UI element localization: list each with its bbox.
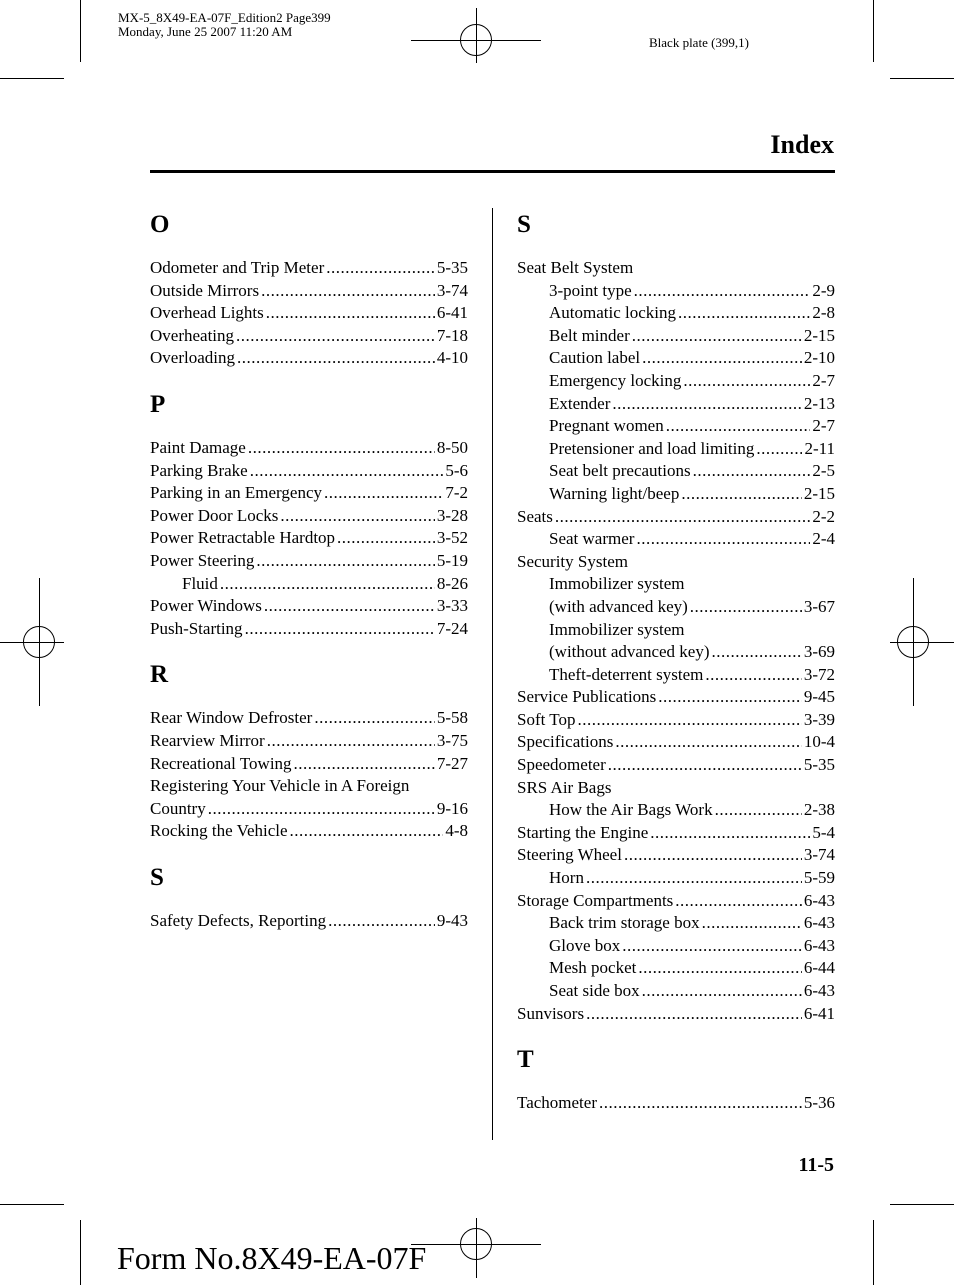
index-entry xyxy=(517,890,835,913)
index-entry xyxy=(150,280,468,303)
entry-page: 6-44 xyxy=(803,958,835,978)
entry-page: 3-39 xyxy=(803,709,835,729)
entry-page: 3-75 xyxy=(436,730,468,750)
entry-page: 10-4 xyxy=(803,732,835,752)
date-info-line: Monday, June 25 2007 11:20 AM xyxy=(118,24,293,39)
entry-label: Service Publications xyxy=(517,687,657,707)
entry-page: 3-33 xyxy=(436,596,468,616)
index-column-left xyxy=(150,212,468,932)
entry-label: Security System xyxy=(517,551,628,571)
entry-label: Emergency locking xyxy=(549,370,682,390)
index-entry xyxy=(150,302,468,325)
dot-leader xyxy=(608,754,802,777)
dot-leader xyxy=(237,347,435,370)
dot-leader xyxy=(681,483,801,506)
index-entry xyxy=(517,460,835,483)
dot-leader xyxy=(220,573,435,596)
dot-leader xyxy=(615,731,802,754)
entry-page: 3-69 xyxy=(803,642,835,662)
dot-leader xyxy=(250,460,444,483)
entry-page: 8-50 xyxy=(436,437,468,457)
entry-label: Seat belt precautions xyxy=(549,461,691,481)
file-info-line: MX-5_8X49-EA-07F_Edition2 Page399 xyxy=(118,10,331,25)
index-entry xyxy=(150,550,468,573)
entry-page: 7-24 xyxy=(436,618,468,638)
entry-page: 6-41 xyxy=(436,303,468,323)
index-entry xyxy=(517,1003,835,1026)
entry-page: 5-4 xyxy=(812,822,835,842)
entry-label: Power Retractable Hardtop xyxy=(150,528,336,548)
dot-leader xyxy=(632,325,802,348)
entry-label: SRS Air Bags xyxy=(517,777,612,797)
entry-page: 2-11 xyxy=(804,438,835,458)
entry-label: Country xyxy=(150,798,206,818)
dot-leader xyxy=(634,280,811,303)
entry-page: 2-15 xyxy=(803,483,835,503)
entry-label: Rear Window Defroster xyxy=(150,708,313,728)
title-rule xyxy=(150,170,835,173)
entry-page: 3-74 xyxy=(436,280,468,300)
entry-label: Glove box xyxy=(549,935,621,955)
section-gap xyxy=(150,640,468,662)
dot-leader xyxy=(236,325,435,348)
entry-label: Overloading xyxy=(150,348,235,368)
entry-label: Immobilizer system xyxy=(549,574,685,594)
entry-page: 4-10 xyxy=(436,348,468,368)
index-entry xyxy=(150,437,468,460)
dot-leader xyxy=(290,820,444,843)
index-entry xyxy=(517,438,835,461)
dot-leader xyxy=(693,460,811,483)
dot-leader xyxy=(248,437,435,460)
dot-leader xyxy=(577,709,801,732)
dot-leader xyxy=(586,867,802,890)
entry-label: Registering Your Vehicle in A Foreign xyxy=(150,776,410,796)
entry-page: 3-52 xyxy=(436,528,468,548)
dot-leader xyxy=(705,664,801,687)
entry-label: How the Air Bags Work xyxy=(549,800,713,820)
index-entry xyxy=(150,460,468,483)
dot-leader xyxy=(624,844,802,867)
entry-page: 7-27 xyxy=(436,753,468,773)
entry-label: Speedometer xyxy=(517,755,606,775)
entry-page: 6-43 xyxy=(803,935,835,955)
index-entry xyxy=(517,1092,835,1115)
index-entry xyxy=(517,257,835,280)
entry-label: Specifications xyxy=(517,732,614,752)
dot-leader xyxy=(658,686,802,709)
entry-page: 2-8 xyxy=(812,303,835,323)
entry-page: 2-10 xyxy=(803,348,835,368)
section-letter: S xyxy=(150,863,164,891)
dot-leader xyxy=(261,280,435,303)
entry-page: 3-28 xyxy=(436,505,468,525)
entry-label: Overhead Lights xyxy=(150,303,264,323)
dot-leader xyxy=(702,912,802,935)
index-entry xyxy=(517,347,835,370)
index-entry xyxy=(150,618,468,641)
entry-label: Theft-deterrent system xyxy=(549,664,704,684)
index-entry xyxy=(517,912,835,935)
entry-page: 2-15 xyxy=(803,325,835,345)
dot-leader xyxy=(636,528,810,551)
entry-label: Steering Wheel xyxy=(517,845,622,865)
section-letter: S xyxy=(517,211,531,238)
entry-label: Mesh pocket xyxy=(549,958,637,978)
entry-page: 5-35 xyxy=(436,258,468,277)
section-letter: R xyxy=(150,661,169,689)
index-entry xyxy=(517,980,835,1003)
dot-leader xyxy=(264,595,435,618)
dot-leader xyxy=(245,618,435,641)
entry-label: Seat Belt System xyxy=(517,258,634,277)
dot-leader xyxy=(715,799,802,822)
entry-label: (without advanced key) xyxy=(549,642,710,662)
entry-page: 5-58 xyxy=(436,708,468,728)
dot-leader xyxy=(599,1092,802,1115)
entry-page: 9-45 xyxy=(803,687,835,707)
index-entry xyxy=(150,707,468,730)
entry-label: (with advanced key) xyxy=(549,596,688,616)
index-entry xyxy=(150,798,468,821)
entry-label: Seat side box xyxy=(549,981,640,1000)
index-entry xyxy=(517,393,835,416)
entry-label: 3-point type xyxy=(549,280,632,300)
index-entry xyxy=(150,482,468,505)
section-letter: T xyxy=(517,1046,534,1074)
index-entry xyxy=(517,280,835,303)
index-entry xyxy=(517,619,835,642)
index-entry xyxy=(150,505,468,528)
dot-leader xyxy=(266,302,435,325)
dot-leader xyxy=(642,980,802,1003)
entry-label: Seat warmer xyxy=(549,529,635,549)
index-entry xyxy=(517,799,835,822)
index-entry xyxy=(517,596,835,619)
entry-label: Rocking the Vehicle xyxy=(150,821,288,841)
index-entry xyxy=(517,867,835,890)
index-entry xyxy=(517,302,835,325)
entry-label: Power Door Locks xyxy=(150,505,279,525)
entry-label: Tachometer xyxy=(517,1093,597,1113)
dot-leader xyxy=(622,935,802,958)
entry-page: 2-9 xyxy=(812,280,835,300)
index-entry xyxy=(517,777,835,800)
entry-page: 2-13 xyxy=(803,393,835,413)
index-entry xyxy=(517,935,835,958)
entry-page: 2-2 xyxy=(812,506,835,526)
index-entry xyxy=(517,528,835,551)
index-entry xyxy=(517,415,835,438)
section-letter: O xyxy=(150,211,170,238)
index-entry xyxy=(517,957,835,980)
entry-page: 8-26 xyxy=(436,573,468,593)
index-entry xyxy=(150,527,468,550)
entry-page: 5-36 xyxy=(803,1093,835,1113)
entry-page: 5-35 xyxy=(803,755,835,775)
entry-page: 3-72 xyxy=(803,664,835,684)
index-entry xyxy=(517,844,835,867)
entry-page: 6-43 xyxy=(803,913,835,933)
dot-leader xyxy=(586,1003,802,1026)
entry-label: Safety Defects, Reporting xyxy=(150,910,327,930)
entry-label: Odometer and Trip Meter xyxy=(150,258,325,277)
entry-page: 5-59 xyxy=(803,868,835,888)
entry-label: Pretensioner and load limiting xyxy=(549,438,755,458)
entry-label: Pregnant women xyxy=(549,416,664,436)
dot-leader xyxy=(650,822,810,845)
index-entry xyxy=(150,347,468,370)
entry-page: 7-18 xyxy=(436,325,468,345)
dot-leader xyxy=(280,505,434,528)
entry-page: 2-7 xyxy=(812,370,835,390)
entry-label: Parking in an Emergency xyxy=(150,483,323,503)
index-entry xyxy=(517,506,835,529)
entry-page: 5-19 xyxy=(436,550,468,570)
index-entry xyxy=(150,820,468,843)
entry-label: Recreational Towing xyxy=(150,753,292,773)
dot-leader xyxy=(612,393,801,416)
index-entry xyxy=(517,731,835,754)
dot-leader xyxy=(324,482,443,505)
entry-label: Seats xyxy=(517,506,553,526)
dot-leader xyxy=(328,910,435,933)
entry-page: 2-4 xyxy=(812,529,835,549)
dot-leader xyxy=(683,370,810,393)
dot-leader xyxy=(642,347,802,370)
entry-label: Overheating xyxy=(150,325,235,345)
dot-leader xyxy=(337,527,435,550)
entry-label: Warning light/beep xyxy=(549,483,680,503)
entry-label: Rearview Mirror xyxy=(150,730,265,750)
column-divider xyxy=(492,208,493,1140)
entry-page: 2-5 xyxy=(812,461,835,481)
entry-label: Soft Top xyxy=(517,709,576,729)
entry-page: 9-43 xyxy=(436,910,468,930)
entry-label: Extender xyxy=(549,393,611,413)
dot-leader xyxy=(678,302,810,325)
form-number: Form No.8X49-EA-07F xyxy=(117,1240,427,1276)
dot-leader xyxy=(326,257,435,280)
entry-label: Horn xyxy=(549,868,584,888)
index-entry xyxy=(150,910,468,933)
index-entry xyxy=(517,370,835,393)
entry-label: Push-Starting xyxy=(150,618,243,638)
entry-label: Caution label xyxy=(549,348,641,368)
dot-leader xyxy=(208,798,435,821)
entry-label: Fluid xyxy=(182,573,218,593)
entry-page: 6-41 xyxy=(803,1003,835,1023)
section-gap xyxy=(517,1025,835,1047)
page-title: Index xyxy=(770,130,834,159)
index-entry xyxy=(150,775,468,798)
index-column-right xyxy=(517,212,835,1115)
entry-page: 7-2 xyxy=(445,483,468,503)
index-entry xyxy=(150,325,468,348)
dot-leader xyxy=(314,707,434,730)
index-entry xyxy=(517,822,835,845)
dot-leader xyxy=(690,596,802,619)
index-entry xyxy=(517,483,835,506)
page-number: 11-5 xyxy=(798,1154,834,1176)
entry-label: Parking Brake xyxy=(150,460,248,480)
entry-label: Paint Damage xyxy=(150,437,246,457)
entry-page: 2-7 xyxy=(812,416,835,436)
entry-page: 4-8 xyxy=(445,821,468,841)
index-entry xyxy=(150,573,468,596)
entry-label: Belt minder xyxy=(549,325,630,345)
section-gap xyxy=(150,843,468,865)
index-entry xyxy=(517,686,835,709)
plate-info: Black plate (399,1) xyxy=(649,35,749,50)
dot-leader xyxy=(666,415,811,438)
index-entry xyxy=(150,730,468,753)
entry-label: Immobilizer system xyxy=(549,619,685,639)
entry-label: Power Windows xyxy=(150,596,262,616)
dot-leader xyxy=(638,957,801,980)
entry-page: 5-6 xyxy=(445,460,468,480)
index-entry xyxy=(517,551,835,574)
index-entry xyxy=(517,664,835,687)
entry-label: Automatic locking xyxy=(549,303,677,323)
entry-label: Power Steering xyxy=(150,550,255,570)
dot-leader xyxy=(267,730,435,753)
dot-leader xyxy=(675,890,802,913)
index-entry xyxy=(150,595,468,618)
index-entry xyxy=(517,573,835,596)
index-entry xyxy=(517,641,835,664)
dot-leader xyxy=(756,438,802,461)
index-entry xyxy=(150,257,468,280)
entry-page: 3-67 xyxy=(803,596,835,616)
section-letter: P xyxy=(150,390,166,418)
entry-label: Sunvisors xyxy=(517,1003,585,1023)
dot-leader xyxy=(555,506,810,529)
dot-leader xyxy=(712,641,802,664)
entry-label: Back trim storage box xyxy=(549,913,700,933)
entry-label: Storage Compartments xyxy=(517,890,674,910)
entry-page: 9-16 xyxy=(436,798,468,818)
index-entry xyxy=(517,709,835,732)
entry-label: Starting the Engine xyxy=(517,822,649,842)
index-entry xyxy=(517,754,835,777)
entry-page: 6-43 xyxy=(803,890,835,910)
index-entry xyxy=(517,325,835,348)
dot-leader xyxy=(294,753,435,776)
index-entry xyxy=(150,753,468,776)
dot-leader xyxy=(256,550,434,573)
entry-label: Outside Mirrors xyxy=(150,280,260,300)
entry-page: 3-74 xyxy=(803,845,835,865)
entry-page: 6-43 xyxy=(803,981,835,1000)
entry-page: 2-38 xyxy=(803,800,835,820)
section-gap xyxy=(150,370,468,392)
